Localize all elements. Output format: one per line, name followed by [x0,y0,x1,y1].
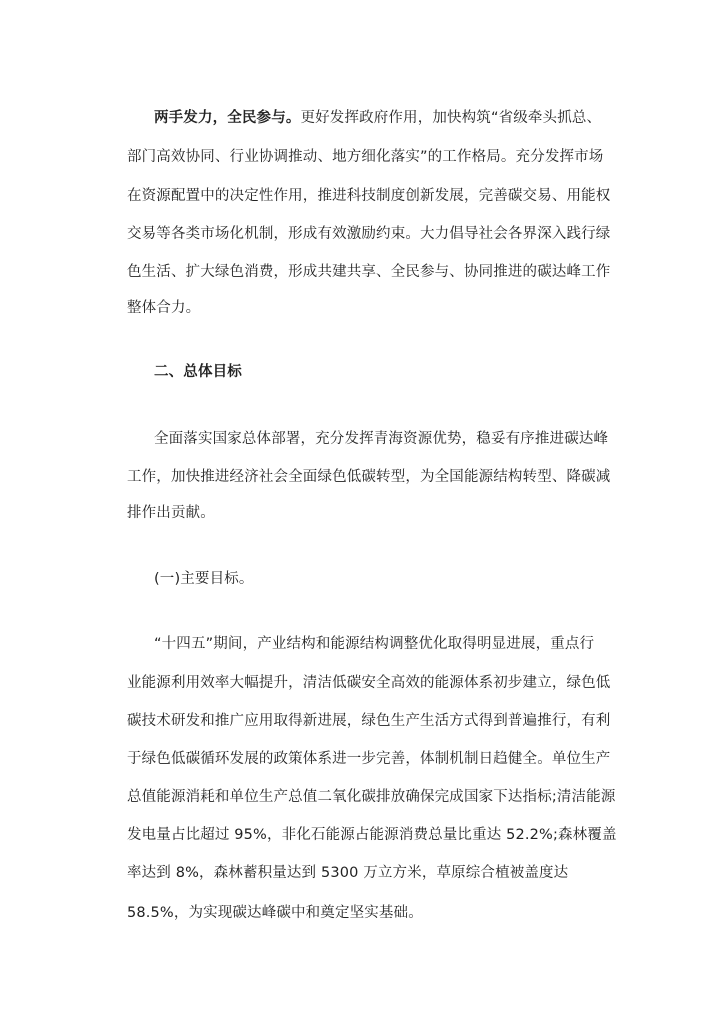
paragraph-lead-bold: 两手发力，全民参与。 [154,110,301,126]
paragraph-line: 发电量占比超过 95%，非化石能源占能源消费总量比重达 52.2%;森林覆盖 [127,827,617,843]
paragraph-line: 部门高效协同、行业协调推动、地方细化落实”的工作格局。充分发挥市场 [127,149,604,165]
paragraph-line: 58.5%，为实现碳达峰碳中和奠定坚实基础。 [127,905,423,921]
paragraph-line: 交易等各类市场化机制，形成有效激励约束。大力倡导社会各界深入践行绿 [127,226,611,242]
paragraph-line: 率达到 8%，森林蓄积量达到 5300 万立方米，草原综合植被盖度达 [127,865,569,881]
paragraph-line: 在资源配置中的决定性作用，推进科技制度创新发展，完善碳交易、用能权 [127,188,611,204]
section-heading: 二、总体目标 [154,364,242,380]
subsection-heading: (一)主要目标。 [154,571,254,587]
paragraph-line: 总值能源消耗和单位生产总值二氧化碳排放确保完成国家下达指标;清洁能源 [127,789,616,805]
paragraph-line: 碳技术研发和推广应用取得新进展，绿色生产生活方式得到普遍推行，有利 [127,713,611,729]
paragraph-line: 工作，加快推进经济社会全面绿色低碳转型，为全国能源结构转型、降碳减 [127,469,611,485]
paragraph-text: 更好发挥政府作用，加快构筑“省级牵头抓总、 [300,110,602,126]
paragraph-line [154,108,601,128]
paragraph-line: 色生活、扩大绿色消费，形成共建共享、全民参与、协同推进的碳达峰工作 [127,264,611,280]
paragraph-line: 业能源利用效率大幅提升，清洁低碳安全高效的能源体系初步建立，绿色低 [127,675,611,691]
paragraph-line: 全面落实国家总体部署，充分发挥青海资源优势，稳妥有序推进碳达峰 [154,431,609,447]
paragraph-line: 排作出贡献。 [127,505,215,521]
paragraph-line: 于绿色低碳循环发展的政策体系进一步完善，体制机制日趋健全。单位生产 [127,751,611,767]
paragraph-line: “十四五”期间，产业结构和能源结构调整优化取得明显进展，重点行 [154,636,595,652]
paragraph-line: 整体合力。 [127,300,201,316]
